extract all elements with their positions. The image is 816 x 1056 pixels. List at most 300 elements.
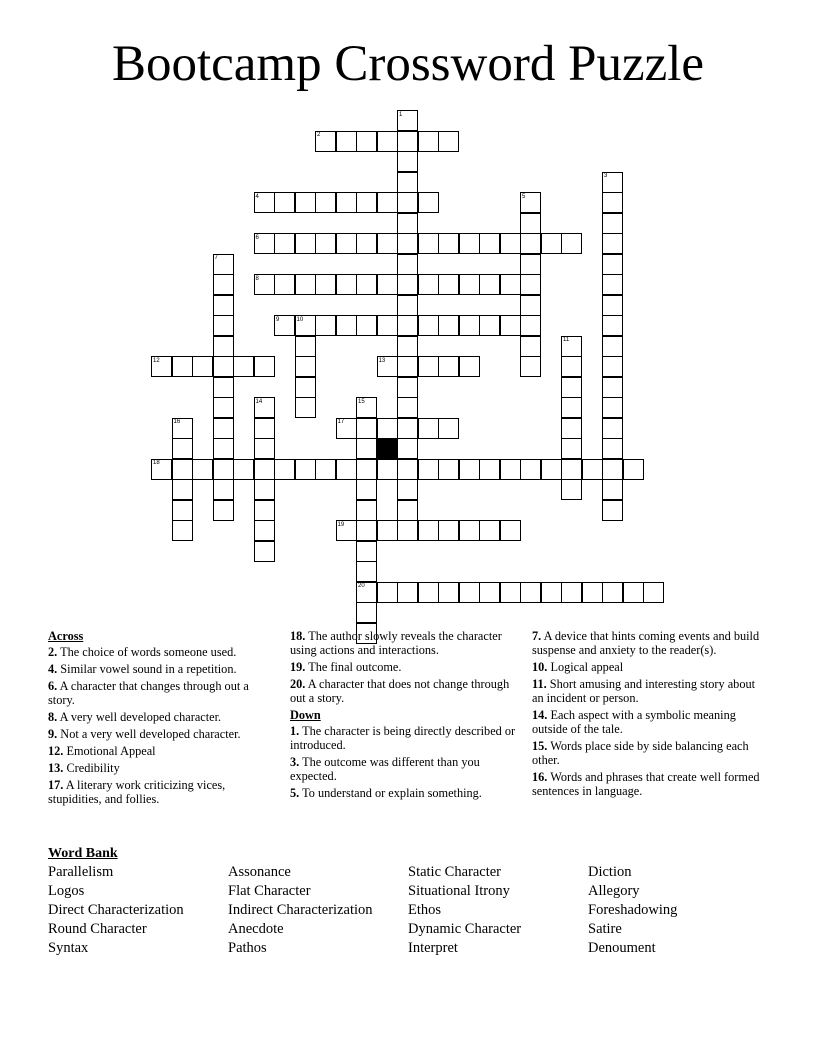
grid-cell-input[interactable] — [255, 275, 274, 294]
grid-cell-input[interactable] — [378, 234, 397, 253]
grid-cell[interactable] — [397, 418, 418, 439]
grid-cell[interactable] — [377, 192, 398, 213]
grid-cell[interactable] — [213, 459, 234, 480]
grid-cell-input[interactable] — [398, 152, 417, 171]
grid-cell-input[interactable] — [337, 234, 356, 253]
grid-cell[interactable] — [295, 192, 316, 213]
grid-cell[interactable] — [500, 459, 521, 480]
grid-cell[interactable] — [602, 172, 623, 193]
grid-cell-input[interactable] — [337, 521, 356, 540]
grid-cell-input[interactable] — [296, 234, 315, 253]
grid-cell[interactable] — [500, 274, 521, 295]
grid-cell-input[interactable] — [255, 234, 274, 253]
grid-cell[interactable] — [377, 131, 398, 152]
grid-cell[interactable] — [295, 459, 316, 480]
grid-cell-input[interactable] — [296, 460, 315, 479]
grid-cell-input[interactable] — [357, 542, 376, 561]
grid-cell-input[interactable] — [316, 275, 335, 294]
grid-cell[interactable] — [213, 274, 234, 295]
grid-cell[interactable] — [418, 233, 439, 254]
grid-cell-input[interactable] — [603, 296, 622, 315]
grid-cell[interactable] — [418, 356, 439, 377]
grid-cell-input[interactable] — [337, 132, 356, 151]
grid-cell-input[interactable] — [419, 275, 438, 294]
grid-cell[interactable] — [561, 233, 582, 254]
grid-cell[interactable] — [213, 295, 234, 316]
grid-cell[interactable] — [377, 520, 398, 541]
grid-cell-input[interactable] — [439, 460, 458, 479]
grid-cell[interactable] — [643, 582, 664, 603]
grid-cell-input[interactable] — [521, 255, 540, 274]
grid-cell[interactable] — [254, 418, 275, 439]
grid-cell[interactable] — [397, 438, 418, 459]
grid-cell-input[interactable] — [398, 234, 417, 253]
grid-cell-input[interactable] — [398, 316, 417, 335]
grid-cell-input[interactable] — [603, 378, 622, 397]
grid-cell[interactable] — [295, 356, 316, 377]
grid-cell[interactable] — [336, 520, 357, 541]
grid-cell[interactable] — [602, 377, 623, 398]
grid-cell[interactable] — [295, 233, 316, 254]
grid-cell[interactable] — [213, 479, 234, 500]
grid-cell-input[interactable] — [562, 337, 581, 356]
grid-cell-input[interactable] — [562, 480, 581, 499]
grid-cell[interactable] — [274, 233, 295, 254]
grid-cell[interactable] — [295, 397, 316, 418]
grid-cell-input[interactable] — [542, 234, 561, 253]
grid-cell[interactable] — [356, 192, 377, 213]
grid-cell-input[interactable] — [398, 480, 417, 499]
grid-cell-input[interactable] — [357, 234, 376, 253]
grid-cell-input[interactable] — [255, 501, 274, 520]
grid-cell-input[interactable] — [398, 337, 417, 356]
grid-cell[interactable] — [315, 233, 336, 254]
grid-cell[interactable] — [274, 192, 295, 213]
grid-cell[interactable] — [520, 274, 541, 295]
grid-cell-input[interactable] — [521, 316, 540, 335]
grid-cell-input[interactable] — [378, 419, 397, 438]
grid-cell[interactable] — [172, 459, 193, 480]
grid-cell[interactable] — [151, 459, 172, 480]
grid-cell-input[interactable] — [562, 419, 581, 438]
grid-cell[interactable] — [520, 315, 541, 336]
grid-cell[interactable] — [213, 336, 234, 357]
grid-cell-input[interactable] — [275, 316, 294, 335]
grid-cell[interactable] — [438, 356, 459, 377]
grid-cell-input[interactable] — [255, 357, 274, 376]
grid-cell[interactable] — [336, 233, 357, 254]
grid-cell-input[interactable] — [521, 337, 540, 356]
grid-cell[interactable] — [500, 582, 521, 603]
grid-cell-input[interactable] — [419, 419, 438, 438]
grid-cell[interactable] — [438, 520, 459, 541]
grid-cell[interactable] — [479, 274, 500, 295]
grid-cell[interactable] — [254, 192, 275, 213]
grid-cell[interactable] — [418, 192, 439, 213]
grid-cell[interactable] — [520, 582, 541, 603]
grid-cell-input[interactable] — [419, 234, 438, 253]
grid-cell[interactable] — [397, 254, 418, 275]
grid-cell-input[interactable] — [214, 480, 233, 499]
grid-cell-input[interactable] — [152, 460, 171, 479]
grid-cell-input[interactable] — [398, 132, 417, 151]
grid-cell-input[interactable] — [152, 357, 171, 376]
grid-cell-input[interactable] — [214, 296, 233, 315]
grid-cell-input[interactable] — [214, 316, 233, 335]
grid-cell-input[interactable] — [419, 193, 438, 212]
grid-cell-input[interactable] — [398, 275, 417, 294]
grid-cell-input[interactable] — [378, 460, 397, 479]
grid-cell[interactable] — [438, 418, 459, 439]
grid-cell-input[interactable] — [398, 501, 417, 520]
grid-cell[interactable] — [254, 274, 275, 295]
grid-cell[interactable] — [356, 520, 377, 541]
grid-cell-input[interactable] — [439, 521, 458, 540]
grid-cell[interactable] — [623, 582, 644, 603]
grid-cell[interactable] — [602, 500, 623, 521]
grid-cell[interactable] — [438, 233, 459, 254]
grid-cell[interactable] — [397, 192, 418, 213]
grid-cell[interactable] — [520, 254, 541, 275]
grid-cell[interactable] — [356, 541, 377, 562]
grid-cell-input[interactable] — [460, 234, 479, 253]
grid-cell-input[interactable] — [480, 521, 499, 540]
grid-cell-input[interactable] — [501, 521, 520, 540]
grid-cell-input[interactable] — [501, 583, 520, 602]
grid-cell-input[interactable] — [378, 521, 397, 540]
grid-cell-input[interactable] — [378, 275, 397, 294]
grid-cell[interactable] — [356, 500, 377, 521]
grid-cell[interactable] — [500, 520, 521, 541]
grid-cell-input[interactable] — [234, 357, 253, 376]
grid-cell-input[interactable] — [296, 316, 315, 335]
grid-cell-input[interactable] — [501, 275, 520, 294]
grid-cell-input[interactable] — [480, 583, 499, 602]
grid-cell[interactable] — [479, 520, 500, 541]
grid-cell-input[interactable] — [337, 419, 356, 438]
grid-cell-input[interactable] — [337, 460, 356, 479]
grid-cell-input[interactable] — [296, 275, 315, 294]
grid-cell-input[interactable] — [419, 521, 438, 540]
grid-cell[interactable] — [336, 315, 357, 336]
grid-cell[interactable] — [172, 356, 193, 377]
grid-cell-input[interactable] — [357, 521, 376, 540]
grid-cell-input[interactable] — [275, 193, 294, 212]
grid-cell-input[interactable] — [357, 501, 376, 520]
grid-cell[interactable] — [315, 192, 336, 213]
grid-cell[interactable] — [397, 397, 418, 418]
grid-cell-input[interactable] — [460, 275, 479, 294]
grid-cell-input[interactable] — [603, 501, 622, 520]
grid-cell-input[interactable] — [398, 214, 417, 233]
grid-cell-input[interactable] — [583, 460, 602, 479]
grid-cell-input[interactable] — [378, 132, 397, 151]
grid-cell[interactable] — [582, 459, 603, 480]
grid-cell[interactable] — [377, 418, 398, 439]
grid-cell[interactable] — [254, 520, 275, 541]
grid-cell-input[interactable] — [460, 357, 479, 376]
grid-cell-input[interactable] — [255, 460, 274, 479]
grid-cell-input[interactable] — [398, 439, 417, 458]
grid-cell-input[interactable] — [357, 132, 376, 151]
grid-cell[interactable] — [602, 315, 623, 336]
grid-cell[interactable] — [520, 336, 541, 357]
grid-cell-input[interactable] — [480, 316, 499, 335]
grid-cell[interactable] — [397, 315, 418, 336]
grid-cell[interactable] — [213, 397, 234, 418]
grid-cell-input[interactable] — [398, 296, 417, 315]
grid-cell-input[interactable] — [398, 521, 417, 540]
grid-cell[interactable] — [397, 500, 418, 521]
grid-cell-input[interactable] — [337, 275, 356, 294]
grid-cell[interactable] — [377, 315, 398, 336]
grid-cell[interactable] — [213, 377, 234, 398]
grid-cell[interactable] — [274, 274, 295, 295]
grid-cell-input[interactable] — [562, 398, 581, 417]
grid-cell[interactable] — [172, 438, 193, 459]
grid-cell[interactable] — [377, 582, 398, 603]
grid-cell[interactable] — [561, 356, 582, 377]
grid-cell-input[interactable] — [603, 193, 622, 212]
grid-cell[interactable] — [459, 459, 480, 480]
grid-cell[interactable] — [295, 274, 316, 295]
grid-cell[interactable] — [561, 336, 582, 357]
grid-cell[interactable] — [397, 520, 418, 541]
grid-cell[interactable] — [520, 295, 541, 316]
grid-cell[interactable] — [295, 336, 316, 357]
grid-cell-input[interactable] — [214, 337, 233, 356]
grid-cell[interactable] — [602, 233, 623, 254]
grid-cell-input[interactable] — [439, 275, 458, 294]
grid-cell-input[interactable] — [193, 460, 212, 479]
grid-cell-input[interactable] — [296, 337, 315, 356]
grid-cell[interactable] — [336, 192, 357, 213]
grid-cell-input[interactable] — [439, 357, 458, 376]
grid-cell[interactable] — [602, 295, 623, 316]
grid-cell-input[interactable] — [644, 583, 663, 602]
grid-cell[interactable] — [438, 274, 459, 295]
grid-cell-input[interactable] — [439, 419, 458, 438]
grid-cell-input[interactable] — [398, 111, 417, 130]
grid-cell-input[interactable] — [255, 521, 274, 540]
grid-cell[interactable] — [418, 131, 439, 152]
grid-cell-input[interactable] — [214, 501, 233, 520]
grid-cell-input[interactable] — [214, 275, 233, 294]
grid-cell[interactable] — [377, 233, 398, 254]
grid-cell[interactable] — [602, 192, 623, 213]
grid-cell[interactable] — [336, 418, 357, 439]
grid-cell[interactable] — [274, 459, 295, 480]
grid-cell-input[interactable] — [501, 234, 520, 253]
grid-cell[interactable] — [213, 356, 234, 377]
grid-cell-input[interactable] — [542, 460, 561, 479]
grid-cell-input[interactable] — [521, 583, 540, 602]
grid-cell[interactable] — [397, 377, 418, 398]
grid-cell-input[interactable] — [357, 398, 376, 417]
grid-cell[interactable] — [397, 151, 418, 172]
grid-cell[interactable] — [397, 110, 418, 131]
grid-cell[interactable] — [582, 582, 603, 603]
grid-cell[interactable] — [192, 459, 213, 480]
grid-cell-input[interactable] — [460, 316, 479, 335]
grid-cell[interactable] — [561, 377, 582, 398]
grid-cell-input[interactable] — [562, 439, 581, 458]
grid-cell-input[interactable] — [562, 583, 581, 602]
grid-cell[interactable] — [602, 213, 623, 234]
grid-cell-input[interactable] — [255, 480, 274, 499]
grid-cell[interactable] — [459, 582, 480, 603]
grid-cell[interactable] — [602, 459, 623, 480]
grid-cell[interactable] — [151, 356, 172, 377]
grid-cell[interactable] — [479, 459, 500, 480]
grid-cell[interactable] — [254, 233, 275, 254]
grid-cell-input[interactable] — [439, 583, 458, 602]
grid-cell-input[interactable] — [419, 583, 438, 602]
grid-cell[interactable] — [356, 561, 377, 582]
grid-cell[interactable] — [397, 336, 418, 357]
grid-cell-input[interactable] — [603, 337, 622, 356]
grid-cell[interactable] — [561, 479, 582, 500]
grid-cell-input[interactable] — [419, 132, 438, 151]
grid-cell-input[interactable] — [419, 460, 438, 479]
grid-cell[interactable] — [561, 418, 582, 439]
grid-cell[interactable] — [356, 233, 377, 254]
grid-cell-input[interactable] — [214, 357, 233, 376]
grid-cell-input[interactable] — [173, 480, 192, 499]
grid-cell[interactable] — [479, 315, 500, 336]
grid-cell[interactable] — [520, 459, 541, 480]
grid-cell-input[interactable] — [603, 173, 622, 192]
grid-cell-input[interactable] — [583, 583, 602, 602]
grid-cell-input[interactable] — [357, 480, 376, 499]
grid-cell-input[interactable] — [398, 357, 417, 376]
grid-cell[interactable] — [602, 336, 623, 357]
grid-cell[interactable] — [356, 479, 377, 500]
grid-cell-input[interactable] — [214, 419, 233, 438]
grid-cell[interactable] — [172, 479, 193, 500]
grid-cell-input[interactable] — [357, 439, 376, 458]
grid-cell[interactable] — [418, 418, 439, 439]
grid-cell[interactable] — [315, 131, 336, 152]
grid-cell[interactable] — [479, 233, 500, 254]
grid-cell[interactable] — [397, 356, 418, 377]
grid-cell-input[interactable] — [398, 460, 417, 479]
grid-cell[interactable] — [336, 131, 357, 152]
grid-cell-input[interactable] — [357, 460, 376, 479]
grid-cell-input[interactable] — [603, 255, 622, 274]
grid-cell[interactable] — [336, 274, 357, 295]
grid-cell[interactable] — [602, 582, 623, 603]
grid-cell[interactable] — [172, 418, 193, 439]
grid-cell-input[interactable] — [398, 398, 417, 417]
grid-cell-input[interactable] — [357, 316, 376, 335]
grid-cell[interactable] — [520, 192, 541, 213]
grid-cell-input[interactable] — [255, 398, 274, 417]
grid-cell-input[interactable] — [275, 275, 294, 294]
grid-cell-input[interactable] — [275, 460, 294, 479]
grid-cell[interactable] — [377, 274, 398, 295]
grid-cell-input[interactable] — [173, 521, 192, 540]
grid-cell-input[interactable] — [214, 398, 233, 417]
grid-cell[interactable] — [602, 274, 623, 295]
grid-cell-input[interactable] — [378, 583, 397, 602]
grid-cell[interactable] — [602, 418, 623, 439]
grid-cell-input[interactable] — [521, 193, 540, 212]
grid-cell[interactable] — [459, 315, 480, 336]
grid-cell[interactable] — [356, 418, 377, 439]
grid-cell-input[interactable] — [439, 132, 458, 151]
grid-cell-input[interactable] — [603, 214, 622, 233]
grid-cell[interactable] — [602, 254, 623, 275]
grid-cell[interactable] — [356, 602, 377, 623]
grid-cell-input[interactable] — [603, 439, 622, 458]
grid-cell-input[interactable] — [398, 419, 417, 438]
grid-cell[interactable] — [520, 356, 541, 377]
grid-cell[interactable] — [254, 479, 275, 500]
grid-cell-input[interactable] — [337, 193, 356, 212]
grid-cell[interactable] — [233, 356, 254, 377]
grid-cell[interactable] — [356, 131, 377, 152]
grid-cell-input[interactable] — [316, 460, 335, 479]
grid-cell[interactable] — [541, 582, 562, 603]
grid-cell[interactable] — [500, 315, 521, 336]
grid-cell[interactable] — [438, 582, 459, 603]
grid-cell[interactable] — [561, 397, 582, 418]
grid-cell-input[interactable] — [173, 439, 192, 458]
grid-cell[interactable] — [500, 233, 521, 254]
grid-cell-input[interactable] — [562, 357, 581, 376]
grid-cell-input[interactable] — [357, 193, 376, 212]
grid-cell[interactable] — [541, 459, 562, 480]
grid-cell[interactable] — [377, 459, 398, 480]
grid-cell[interactable] — [438, 459, 459, 480]
grid-cell[interactable] — [254, 438, 275, 459]
grid-cell-input[interactable] — [214, 378, 233, 397]
grid-cell[interactable] — [602, 356, 623, 377]
grid-cell-input[interactable] — [316, 132, 335, 151]
grid-cell-input[interactable] — [542, 583, 561, 602]
grid-cell-input[interactable] — [439, 234, 458, 253]
grid-cell[interactable] — [397, 295, 418, 316]
grid-cell-input[interactable] — [603, 419, 622, 438]
grid-cell-input[interactable] — [603, 480, 622, 499]
grid-cell-input[interactable] — [521, 234, 540, 253]
grid-cell[interactable] — [561, 438, 582, 459]
grid-cell[interactable] — [213, 418, 234, 439]
grid-cell-input[interactable] — [460, 460, 479, 479]
grid-cell-input[interactable] — [234, 460, 253, 479]
grid-cell[interactable] — [295, 315, 316, 336]
grid-cell[interactable] — [520, 233, 541, 254]
grid-cell[interactable] — [356, 315, 377, 336]
grid-cell[interactable] — [561, 459, 582, 480]
grid-cell[interactable] — [438, 315, 459, 336]
grid-cell[interactable] — [397, 213, 418, 234]
grid-cell-input[interactable] — [624, 583, 643, 602]
grid-cell[interactable] — [459, 274, 480, 295]
grid-cell-input[interactable] — [255, 439, 274, 458]
grid-cell-input[interactable] — [603, 357, 622, 376]
grid-cell[interactable] — [397, 274, 418, 295]
grid-cell[interactable] — [356, 438, 377, 459]
grid-cell-input[interactable] — [357, 562, 376, 581]
grid-cell-input[interactable] — [173, 357, 192, 376]
grid-cell-input[interactable] — [460, 521, 479, 540]
grid-cell-input[interactable] — [357, 275, 376, 294]
grid-cell-input[interactable] — [316, 316, 335, 335]
grid-cell[interactable] — [561, 582, 582, 603]
grid-cell-input[interactable] — [562, 234, 581, 253]
